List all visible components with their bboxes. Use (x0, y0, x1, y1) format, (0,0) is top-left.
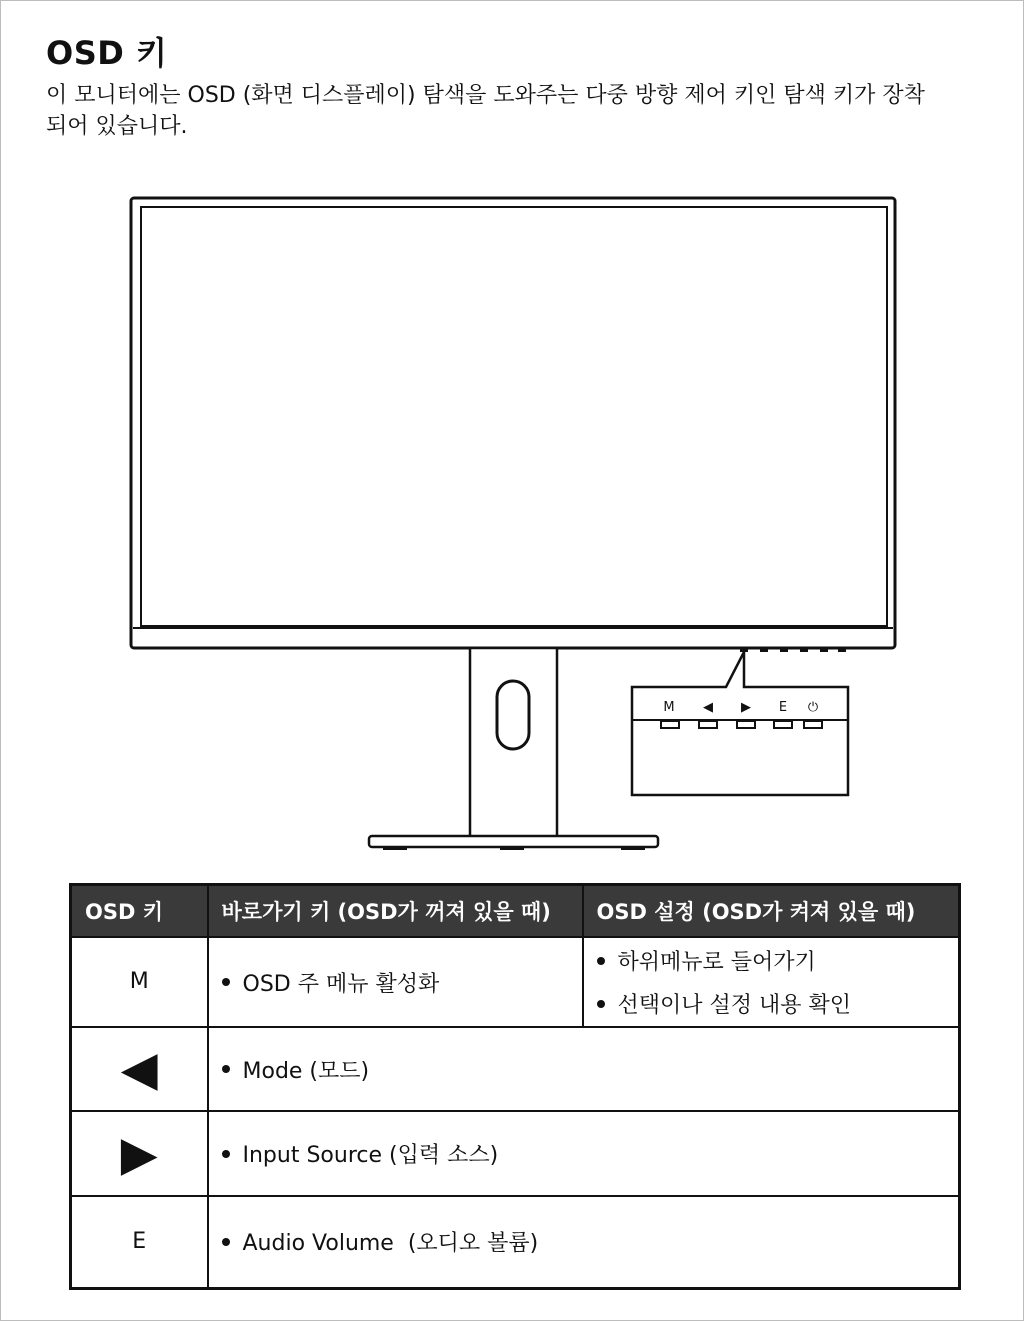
bullet-icon (222, 1065, 230, 1073)
bullet-icon (597, 1000, 605, 1008)
header-osd-settings: OSD 설정 (OSD가 켜져 있을 때) (583, 885, 960, 938)
shortcut-text: Audio Volume (오디오 볼륨) (242, 1231, 539, 1257)
osd-text: 선택이나 설정 내용 확인 (617, 993, 852, 1018)
stand-cable-hole (497, 681, 529, 749)
page-title: OSD 키 (46, 34, 168, 72)
monitor-screen (141, 207, 887, 626)
bullet-icon (222, 978, 230, 986)
intro-paragraph: 이 모니터에는 OSD (화면 디스플레이) 탐색을 도와주는 다중 방향 제어 키인 탐색 키가 장착되어 있습니다. (46, 83, 925, 139)
shortcut-cell (208, 1027, 960, 1111)
osd-cell (583, 937, 960, 1027)
header-osd-key: OSD 키 (71, 885, 208, 938)
table-row (71, 1027, 960, 1111)
header-shortcut: 바로가기 키 (OSD가 꺼져 있을 때) (208, 885, 583, 938)
shortcut-cell (208, 1111, 960, 1196)
callout-label-m: M (663, 700, 675, 715)
bullet-icon (597, 957, 605, 965)
right-arrow-key: ▶ (120, 1125, 158, 1182)
shortcut-text: Mode (모드) (242, 1058, 370, 1084)
shortcut-text: OSD 주 메뉴 활성화 (242, 971, 440, 997)
table-row (71, 937, 960, 1027)
table-header-row (71, 885, 960, 938)
callout-label-power: ⏻ (807, 700, 819, 715)
callout-label-right: ▶ (741, 700, 751, 715)
shortcut-text: Input Source (입력 소스) (242, 1143, 499, 1168)
shortcut-cell (208, 937, 583, 1027)
callout-label-left: ◀ (703, 700, 713, 715)
stand-base (369, 836, 658, 847)
osd-text: 하위메뉴로 들어가기 (617, 950, 816, 975)
shortcut-cell (208, 1196, 960, 1288)
bullet-icon (222, 1150, 230, 1158)
bullet-icon (222, 1238, 230, 1246)
key-e: E (71, 1196, 208, 1288)
left-arrow-key: ◀ (120, 1041, 158, 1097)
key-m: M (71, 937, 208, 1027)
table-row (71, 1111, 960, 1196)
table-row (71, 1196, 960, 1288)
callout-label-e: E (778, 700, 788, 715)
osd-key-table (69, 883, 961, 1290)
